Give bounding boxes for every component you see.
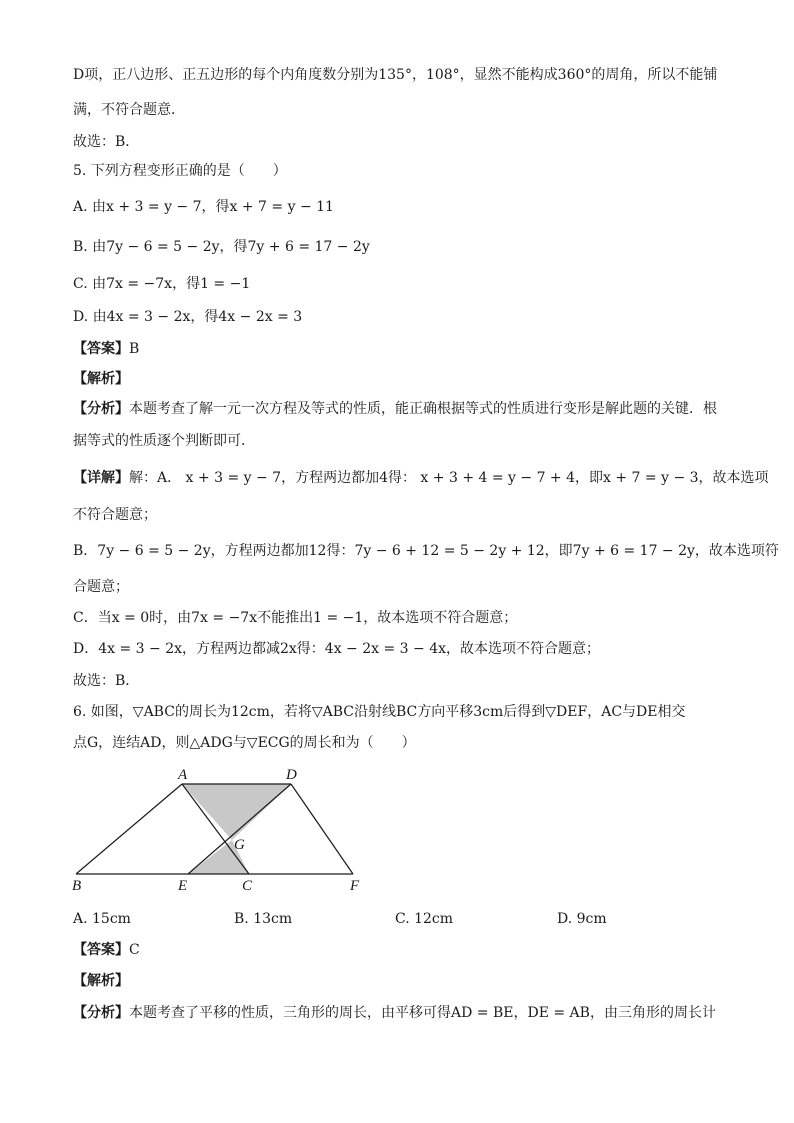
label-c: C: [242, 878, 253, 894]
analysis-heading-6: 【解析】: [73, 973, 129, 989]
q6-option-d: D. 9cm: [557, 911, 607, 927]
label-d: D: [286, 767, 297, 783]
segment-ba: [76, 784, 182, 874]
answer-line-6: [73, 941, 140, 959]
detail-line-7: 故选：B．: [73, 673, 140, 689]
line-3: 故选：B．: [73, 134, 140, 150]
label-f: F: [350, 878, 360, 894]
detail-tag: 【详解】: [73, 470, 129, 486]
label-b: B: [72, 878, 82, 894]
answer-value: B: [129, 341, 140, 357]
detail-line-4: 合题意；: [73, 579, 129, 595]
q6-option-b: B. 13cm: [234, 911, 293, 927]
analysis-text-6: 本题考查了平移的性质，三角形的周长，由平移可得AD = BE，DE = AB，由三角形的周长计: [129, 1005, 716, 1021]
detail-line-1: [73, 469, 769, 487]
analysis-line-1: [73, 400, 717, 418]
q5-option-a: A. 由x + 3 = y − 7，得x + 7 = y − 11: [73, 199, 334, 215]
q5-option-b: B. 由7y − 6 = 5 − 2y，得7y + 6 = 17 − 2y: [73, 239, 370, 255]
analysis-line-2: 据等式的性质逐个判断即可．: [73, 433, 255, 449]
detail-line-2: 不符合题意；: [73, 507, 157, 523]
detail-line-3: B．7y − 6 = 5 − 2y，方程两边都加12得：7y − 6 + 12 = 5 − 2y + 12，即7y + 6 = 17 − 2y，故本选项符: [73, 543, 779, 559]
answer-tag: 【答案】: [73, 341, 129, 357]
q5-option-c: C. 由7x = −7x，得1 = −1: [73, 276, 251, 292]
label-a: A: [178, 767, 188, 783]
analysis-tag: 【分析】: [73, 401, 129, 417]
answer-value-6: C: [129, 942, 140, 958]
analysis-line-6: [73, 1004, 716, 1022]
line-2: 满，不符合题意．: [73, 102, 185, 118]
label-g: G: [234, 837, 245, 853]
analysis-text: 本题考查了解一元一次方程及等式的性质，能正确根据等式的性质进行变形是解此题的关键．根: [129, 401, 717, 417]
detail-text: 解：A． x + 3 = y − 7，方程两边都加4得： x + 3 + 4 = y − 7 + 4，即x + 7 = y − 3，故本选项: [129, 470, 769, 486]
translation-figure: [66, 762, 376, 896]
line-1: D项，正八边形、正五边形的每个内角度数分别为135°，108°，显然不能构成360°的周角，所以不能铺: [73, 67, 718, 83]
answer-line-5: [73, 340, 139, 358]
q6-option-a: A. 15cm: [73, 911, 131, 927]
q5-option-d: D. 由4x = 3 − 2x，得4x − 2x = 3: [73, 309, 303, 325]
analysis-heading-5: 【解析】: [73, 371, 129, 387]
label-e: E: [178, 878, 188, 894]
question-5-stem: 5. 下列方程变形正确的是（ ）: [73, 163, 287, 179]
detail-line-5: C．当x = 0时，由7x = −7x不能推出1 = −1，故本选项不符合题意；: [73, 610, 518, 626]
segment-df: [291, 784, 353, 874]
question-6-stem-2: 点G，连结AD，则△ADG与▽ECG的周长和为（ ）: [73, 735, 416, 751]
q6-option-c: C. 12cm: [395, 911, 454, 927]
analysis-tag-6: 【分析】: [73, 1005, 129, 1021]
question-6-stem-1: 6. 如图，▽ABC的周长为12cm，若将▽ABC沿射线BC方向平移3cm后得到▽DEF，AC与DE相交: [73, 704, 686, 720]
answer-tag-6: 【答案】: [73, 942, 129, 958]
detail-line-6: D．4x = 3 − 2x，方程两边都减2x得：4x − 2x = 3 − 4x，故本选项不符合题意；: [73, 641, 601, 657]
